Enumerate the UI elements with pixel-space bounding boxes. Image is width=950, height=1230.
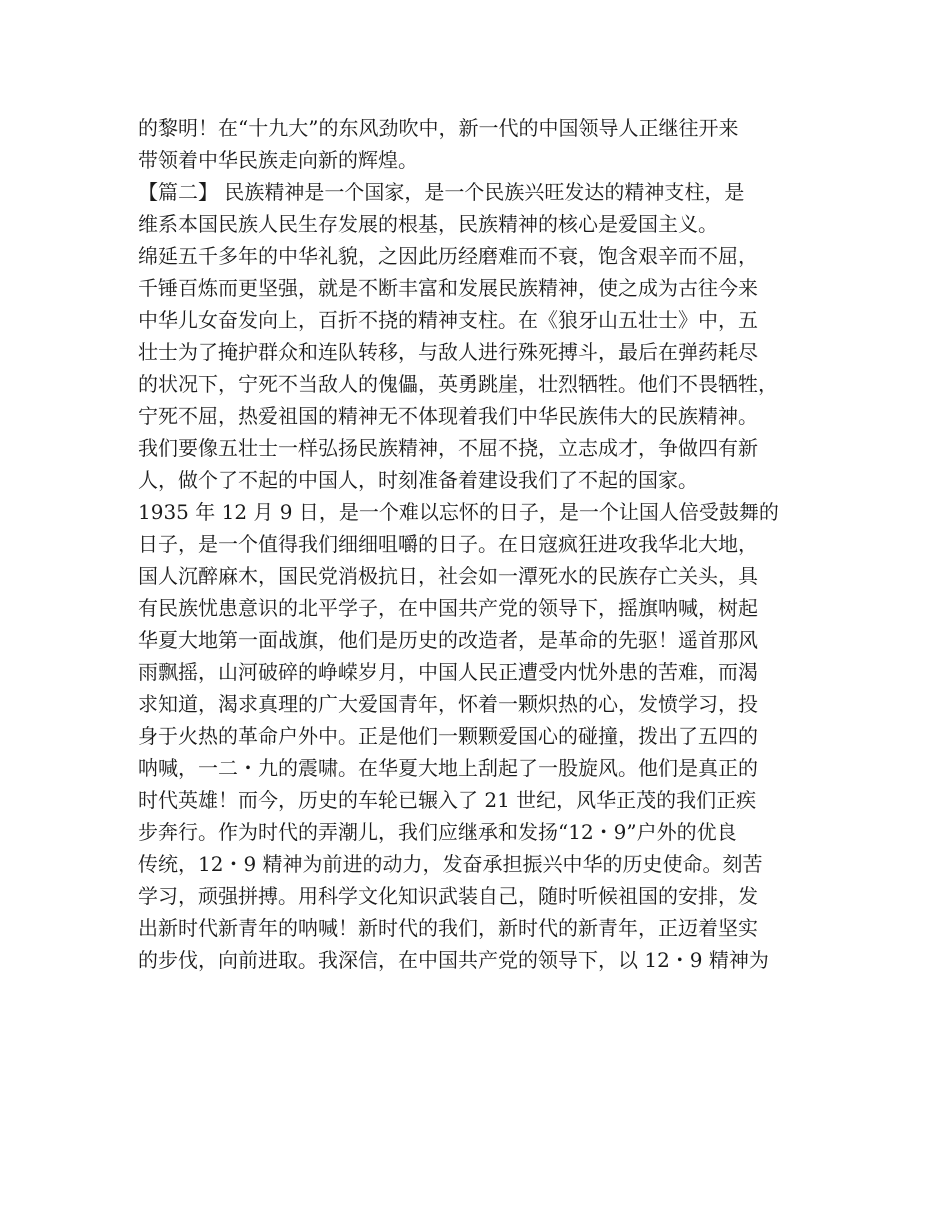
text-line: 传统，12・9 精神为前进的动力，发奋承担振兴中华的历史使命。刻苦 — [138, 852, 763, 876]
text-line: 的状况下，宁死不当敌人的傀儡，英勇跳崖，壮烈牺牲。他们不畏牺牲， — [138, 372, 778, 396]
text-line: 的步伐，向前进取。我深信，在中国共产党的领导下，以 12・9 精神为 — [138, 948, 769, 972]
text-line: 有民族忧患意识的北平学子，在中国共产党的领导下，摇旗呐喊，树起 — [138, 596, 758, 620]
text-line: 1935 年 12 月 9 日，是一个难以忘怀的日子，是一个让国人倍受鼓舞的 — [138, 500, 779, 524]
text-line: 绵延五千多年的中华礼貌，之因此历经磨难而不衰，饱含艰辛而不屈， — [138, 244, 758, 268]
text-line: 学习，顽强拼搏。用科学文化知识武装自己，随时听候祖国的安排，发 — [138, 884, 758, 908]
text-line: 出新时代新青年的呐喊！新时代的我们，新时代的新青年，正迈着坚实 — [138, 916, 758, 940]
text-line: 时代英雄！而今，历史的车轮已辗入了 21 世纪，风华正茂的我们正疾 — [138, 788, 757, 812]
text-line: 步奔行。作为时代的弄潮儿，我们应继承和发扬“12・9”户外的优良 — [138, 820, 737, 844]
text-line: 中华儿女奋发向上，百折不挠的精神支柱。在《狼牙山五壮士》中，五 — [138, 308, 758, 332]
text-line: 人，做个了不起的中国人，时刻准备着建设我们了不起的国家。 — [138, 468, 698, 492]
text-line: 身于火热的革命户外中。正是他们一颗颗爱国心的碰撞，拨出了五四的 — [138, 724, 758, 748]
text-line: 千锤百炼而更坚强，就是不断丰富和发展民族精神，使之成为古往今来 — [138, 276, 758, 300]
text-line: 雨飘摇，山河破碎的峥嵘岁月，中国人民正遭受内忧外患的苦难，而渴 — [138, 660, 758, 684]
text-line: 维系本国民族人民生存发展的根基，民族精神的核心是爱国主义。 — [138, 212, 718, 236]
text-line: 【篇二】 民族精神是一个国家，是一个民族兴旺发达的精神支柱，是 — [138, 180, 745, 204]
text-line: 宁死不屈，热爱祖国的精神无不体现着我们中华民族伟大的民族精神。 — [138, 404, 758, 428]
body-text — [138, 112, 838, 976]
text-line: 华夏大地第一面战旗，他们是历史的改造者，是革命的先驱！遥首那风 — [138, 628, 758, 652]
text-line: 国人沉醉麻木，国民党消极抗日，社会如一潭死水的民族存亡关头，具 — [138, 564, 758, 588]
text-line: 带领着中华民族走向新的辉煌。 — [138, 148, 418, 172]
text-line: 求知道，渴求真理的广大爱国青年，怀着一颗炽热的心，发愤学习，投 — [138, 692, 758, 716]
text-line: 的黎明！在“十九大”的东风劲吹中，新一代的中国领导人正继往开来 — [138, 116, 739, 140]
text-line: 壮士为了掩护群众和连队转移，与敌人进行殊死搏斗，最后在弹药耗尽 — [138, 340, 758, 364]
text-line: 呐喊，一二・九的震啸。在华夏大地上刮起了一股旋风。他们是真正的 — [138, 756, 758, 780]
text-line: 我们要像五壮士一样弘扬民族精神，不屈不挠，立志成才，争做四有新 — [138, 436, 758, 460]
text-line: 日子，是一个值得我们细细咀嚼的日子。在日寇疯狂进攻我华北大地， — [138, 532, 758, 556]
